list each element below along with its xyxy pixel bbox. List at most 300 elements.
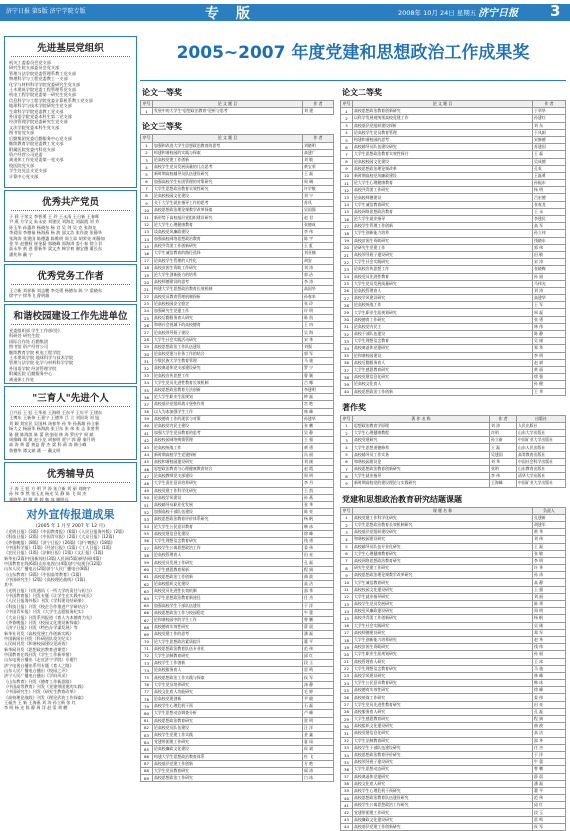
box-title: 优秀共产党员: [41, 197, 99, 208]
table-cell: 37: [341, 773, 353, 780]
list-line: 生命科学学院党委教工党支部: [9, 108, 64, 114]
table-cell: 大学生社会实践活动研究: [153, 336, 303, 343]
column-papers-second-works-research: [340, 85, 566, 831]
table-cell: 高校思想政治工作与校园稳定: [153, 609, 303, 616]
list-line: 孙玉华 孙惠珍 杨晓东 杨 君 吴 剑 吴 克 张海龙: [9, 224, 97, 230]
table-cell: 论大学生心理健康教育: [353, 180, 533, 187]
table-cell: 87: [141, 760, 153, 767]
table-cell: 11: [341, 586, 353, 593]
table-cell: 许学敏: [303, 185, 334, 192]
table-cell: 论大学生心理健康教育: [153, 221, 303, 228]
table-cell: 18: [141, 264, 153, 271]
table-cell: 吴国强: [303, 207, 334, 214]
table-cell: 28: [341, 302, 353, 309]
table-row: [141, 336, 334, 343]
table-cell: 论高校学风建设: [153, 494, 303, 501]
table-row: [141, 696, 334, 703]
table-cell: 和谐社会视域下的高校德育: [153, 322, 303, 329]
table-cell: 8: [341, 473, 353, 480]
table-cell: 47: [141, 473, 153, 480]
list-line: 高永华 黄 进 曹新华 梁文杰 韩学初 谢宝德 董长东: [9, 246, 103, 252]
table-cell: 段 玉: [533, 809, 566, 816]
table-cell: 11: [341, 180, 353, 187]
table-cell: 80: [141, 710, 153, 717]
list-line: 其中:: [4, 582, 14, 588]
column-header: 负责人: [533, 507, 566, 514]
table-row: [341, 295, 566, 302]
table-row: [141, 315, 334, 322]
table-cell: 邵 华: [533, 737, 566, 744]
table-cell: 15: [341, 615, 353, 622]
table-cell: 71: [141, 645, 153, 652]
list-line: 离退休工作处党委第一党支部: [9, 157, 64, 163]
table-cell: 4: [341, 444, 353, 451]
box-title: 和谐校园建设工作先进单位: [13, 311, 128, 322]
table-row: [341, 823, 566, 830]
table-row: [141, 480, 334, 487]
table-row: [341, 473, 566, 480]
table-cell: 周 磊: [533, 309, 566, 316]
table-cell: 论高校学生管理的人性化: [153, 257, 303, 264]
table-cell: 高校思想政治教育评价体系研究: [153, 516, 303, 523]
table-cell: 吴 刚: [533, 622, 566, 629]
table-cell: 大学生心理健康教育研究: [353, 550, 533, 557]
table-cell: 31: [341, 323, 353, 330]
table-cell: 高等教育出版社: [517, 451, 566, 458]
table-cell: 卢 峰: [303, 710, 334, 717]
list-line: 《中国研究生》刊发《研究生教育改革》: [4, 689, 78, 695]
list-line: 《中国科学报》(1篇)《经济日报》(1篇)《工人日报》(1篇): [4, 545, 112, 551]
table-cell: 新时期高校党的建设理论与实践研究: [353, 480, 490, 487]
table-cell: 王 磊: [303, 171, 334, 178]
table-cell: 9: [341, 480, 353, 487]
table-cell: 30: [341, 723, 353, 730]
table-row: [141, 200, 334, 207]
table-cell: 63: [141, 588, 153, 595]
table-row: [341, 521, 566, 528]
table-cell: 中国矿业大学出版社: [517, 480, 566, 487]
table-row: [341, 223, 566, 230]
table-cell: 构建和谐校园的思考: [353, 136, 533, 143]
table-cell: 大学生理想信念教育研究: [353, 665, 533, 672]
table-cell: 构建大学生思想政治教育体系: [153, 753, 303, 760]
list-lines: [5, 60, 136, 179]
table-cell: 大学生诚信教育研究: [353, 579, 533, 586]
table-cell: 10: [341, 579, 353, 586]
table-cell: 董 平: [533, 787, 566, 794]
table-row: [341, 744, 566, 751]
table-cell: 孙立新: [490, 437, 517, 444]
table-cell: 马伟光: [533, 280, 566, 287]
table-row: [341, 165, 566, 172]
table-cell: 论高校学生党员教育管理: [353, 129, 533, 136]
table-cell: 任 杰: [533, 744, 566, 751]
table-row: [141, 559, 334, 566]
table-cell: 高 洁: [303, 581, 334, 588]
table-cell: 28: [141, 336, 153, 343]
table-cell: 26: [341, 287, 353, 294]
column-header: 课 题 名 称: [353, 507, 533, 514]
table-cell: 孙建华: [303, 415, 334, 422]
table-row: [341, 216, 566, 223]
table-cell: 高校思想政治工作队伍建设: [153, 343, 303, 350]
table-row: [341, 122, 566, 129]
table-cell: 高校离退休党建研究: [353, 773, 533, 780]
table-cell: 高校党建工作的思考: [153, 631, 303, 638]
table-cell: 14: [141, 236, 153, 243]
list-line: 《中国教育报》刊发专题《让学生在实践中成长》: [4, 593, 95, 599]
table-cell: 高校德育工作研究: [353, 316, 533, 323]
list-line: 土木建筑学院 地球科学与技术学院: [9, 355, 74, 361]
table-row: [341, 136, 566, 143]
table-cell: 高校离退休党建研究: [353, 345, 533, 352]
table-row: [141, 516, 334, 523]
list-line: 《济宁日报》刊发《特色办学谋发展》等: [4, 625, 78, 631]
table-row: [341, 773, 566, 780]
table-cell: 82: [141, 724, 153, 731]
table-row: [141, 552, 334, 559]
table-cell: 林 峰: [303, 408, 334, 415]
table-row: [141, 343, 334, 350]
column-header: 出版社: [517, 415, 566, 422]
table-cell: 大学生社会实践研究: [353, 622, 533, 629]
table-cell: 张晓梅: [533, 266, 566, 273]
table-row: [141, 156, 334, 163]
table-cell: 孙立伟: [533, 230, 566, 237]
table-cell: 高校学生公寓思想政治工作研究: [353, 802, 533, 809]
table-row: [341, 737, 566, 744]
table-row: [141, 214, 334, 221]
table-row: [341, 422, 566, 429]
table-cell: 65: [141, 602, 153, 609]
table-cell: 高校贫困生资助工作研究: [153, 264, 303, 271]
section-subheading: (2005 年 1 月至 2007 年 12 月): [36, 524, 105, 529]
list-lines: [5, 486, 136, 502]
table-cell: 新时期高校学生党建探析: [153, 451, 303, 458]
table-cell: 论大学生创新能力的培养: [153, 271, 303, 278]
table-cell: 尹 晓: [303, 696, 334, 703]
table-cell: 27: [341, 295, 353, 302]
table-cell: 黄宝荣: [303, 164, 334, 171]
table-cell: 任 杰: [303, 595, 334, 602]
table-cell: 43: [141, 444, 153, 451]
table-cell: 论高校党建工作创新: [153, 156, 303, 163]
table-cell: 孔英: [533, 165, 566, 172]
table-cell: 67: [141, 616, 153, 623]
table-cell: 田 亮: [303, 552, 334, 559]
table-cell: 6: [341, 458, 353, 465]
table-cell: 45: [141, 458, 153, 465]
table-cell: 和谐校园建设研究: [353, 536, 533, 543]
list-line: 中国教育在线刊发《学生工作新举措》: [4, 651, 74, 657]
table-cell: 刘 敏: [303, 156, 334, 163]
table-cell: 高校文化育人研究: [353, 780, 533, 787]
table-cell: 金 鑫: [303, 731, 334, 738]
list-line: 《人民日报海外版》刊发《学科建设结硕果》: [4, 598, 86, 604]
table-cell: 于 洋: [533, 751, 566, 758]
table-cell: 20: [141, 279, 153, 286]
table-row: [141, 466, 334, 473]
table-cell: 于翠华: [533, 108, 566, 115]
table-cell: 31: [341, 730, 353, 737]
table-row: [341, 708, 566, 715]
table-row: [141, 372, 334, 379]
table-cell: 59: [141, 559, 153, 566]
table-cell: 段 玉: [303, 660, 334, 667]
table-cell: 12: [141, 221, 153, 228]
table-cell: 赵 君: [303, 214, 334, 221]
list-line: 管理与法学院党委管理系教工党支部: [9, 70, 77, 76]
table-cell: 陈 宇: [303, 236, 334, 243]
table-cell: 高校党员先进性长效机制: [153, 588, 303, 595]
table-cell: 李 明: [533, 352, 566, 359]
table-cell: 论高校党员队伍建设: [153, 724, 303, 731]
table-cell: 大学生心理健康教程: [353, 430, 490, 437]
table-cell: 杨 帆: [533, 615, 566, 622]
table-row: [141, 501, 334, 508]
box-party-organizations: [4, 36, 137, 188]
table-cell: 论高校校园文化建设: [353, 158, 533, 165]
table-cell: 薛 晨: [533, 773, 566, 780]
list-line: 王福杰 王 新 王海燕 刘 涛 孙立新 张 红: [4, 700, 76, 705]
table-row: [141, 415, 334, 422]
table-cell: 论高校统战工作: [353, 302, 533, 309]
list-line: 《农民日报》(1篇)《法制日报》(1篇)《文汇报》(1篇): [4, 550, 104, 556]
list-line: 徐宇宁 徐华飞 曹明雄: [9, 293, 50, 299]
table-row: [141, 458, 334, 465]
table-row: [141, 192, 334, 199]
table-cell: 曲 波: [533, 723, 566, 730]
table-cell: 山东人民出版社: [517, 444, 566, 451]
table-cell: 大学生社会实践研究: [353, 259, 533, 266]
table-cell: 52: [141, 509, 153, 516]
table-cell: 大学生思想动态研究: [353, 766, 533, 773]
table-cell: 王 强: [303, 437, 334, 444]
table-cell: 38: [141, 408, 153, 415]
table-cell: 12: [341, 593, 353, 600]
table-row: [141, 746, 334, 753]
table-cell: 周 明: [303, 473, 334, 480]
table-cell: 74: [141, 667, 153, 674]
list-line: 物理科学与工程党委教工一支部: [9, 76, 68, 82]
table-row: [341, 751, 566, 758]
table-cell: 高校思想政治教育队伍建设研究: [353, 795, 533, 802]
table-cell: 清华大学出版社: [517, 473, 566, 480]
table-cell: 15: [341, 208, 353, 215]
table-cell: 高校思想政治理论课教学改革探索: [153, 207, 303, 214]
table-row: [141, 487, 334, 494]
table-cell: 大学生思想政治教育实效性探讨: [353, 151, 533, 158]
table-cell: 1: [341, 514, 353, 521]
table-cell: 高校离退休党支部建设研究: [153, 365, 303, 372]
table-cell: 5: [341, 543, 353, 550]
table-cell: 论高校统战工作: [153, 444, 303, 451]
table-cell: 陈 勇: [533, 601, 566, 608]
table-row: [141, 739, 334, 746]
table-cell: 27: [341, 701, 353, 708]
table-cell: 雷 鸣: [533, 816, 566, 823]
table-cell: 石 磊: [303, 703, 334, 710]
table-cell: 高校学生工作创新: [153, 660, 303, 667]
table-cell: 78: [141, 696, 153, 703]
table-cell: 大学生思想政治教育新途径: [153, 595, 303, 602]
table-cell: 38: [341, 780, 353, 787]
table-cell: 9: [141, 200, 153, 207]
table-row: [141, 444, 334, 451]
table-row: [341, 352, 566, 359]
table-cell: 大学生就业指导: [353, 473, 490, 480]
table-cell: 46: [141, 466, 153, 473]
table-row: [141, 731, 334, 738]
table-row: [141, 185, 334, 192]
table-cell: 83: [141, 731, 153, 738]
table-row: [141, 674, 334, 681]
table-row: [141, 545, 334, 552]
table-row: [341, 259, 566, 266]
table-cell: 33: [341, 338, 353, 345]
table-cell: 赵 霞: [303, 466, 334, 473]
table-cell: 冯 丽: [303, 451, 334, 458]
table-cell: 张德成: [303, 221, 334, 228]
table-cell: 加强高校网络思想政治教育: [153, 236, 303, 243]
table-cell: 61: [141, 573, 153, 580]
table-row: [341, 665, 566, 672]
table-row: [141, 573, 334, 580]
table-cell: 高国华: [303, 286, 334, 293]
table-cell: 牛 蕾: [533, 759, 566, 766]
table-row: [341, 129, 566, 136]
table-cell: 79: [141, 703, 153, 710]
table-cell: 5: [141, 171, 153, 178]
table-cell: 16: [341, 216, 353, 223]
table-cell: 党建带团建工作研究: [153, 739, 303, 746]
table-row: [341, 608, 566, 615]
table-cell: 高校党员先进性教育: [353, 273, 533, 280]
table-row: [141, 530, 334, 537]
table-cell: 汤 静: [303, 681, 334, 688]
table-cell: 方 艳: [303, 760, 334, 767]
table-cell: 14: [341, 201, 353, 208]
table-cell: 孙 涛: [533, 572, 566, 579]
table-row: [341, 644, 566, 651]
left-column: [4, 30, 137, 816]
paper3-title: 论文三等奖: [142, 122, 182, 132]
table-cell: 加强高校学生社团管理的对策研究: [153, 178, 303, 185]
list-line: 《光明日报》(3篇)《中国教育报》(6篇)《人民日报海外版》(2篇): [4, 529, 124, 534]
table-row: [341, 550, 566, 557]
table-cell: 高校辅导员队伍建设研究: [353, 144, 533, 151]
table-cell: 董 平: [303, 638, 334, 645]
table-cell: 王 磊: [533, 543, 566, 550]
table-cell: 刘 涛: [303, 264, 334, 271]
table-row: [141, 652, 334, 659]
table-row: [141, 724, 334, 731]
table-cell: 48: [141, 480, 153, 487]
list-line: 潘兆伟 戴 宁: [9, 251, 33, 257]
table-cell: 周 琳: [303, 178, 334, 185]
list-line: 山东人民广播电台播出《校园之声》: [4, 667, 70, 673]
column-header: 序号: [341, 415, 353, 422]
table-cell: 程 娟: [533, 716, 566, 723]
table-cell: 汪 洋: [303, 724, 334, 731]
table-cell: 39: [141, 415, 153, 422]
list-lines: [5, 328, 136, 382]
table-cell: 43: [341, 816, 353, 823]
table-cell: 陈 静: [533, 331, 566, 338]
table-cell: 35: [141, 386, 153, 393]
paper1-title: 论文一等奖: [142, 88, 182, 97]
table-cell: 17: [341, 629, 353, 636]
table-cell: 王 磊: [533, 151, 566, 158]
list-line: 周维峰 郑 敏 赵小龙 胡春明 贾宁 郭 静 秦月明: [9, 437, 96, 443]
table-cell: 85: [141, 746, 153, 753]
table-cell: 潘 磊: [533, 780, 566, 787]
list-line: 研究生院支部委员会党支部: [9, 65, 60, 71]
box-title: 优秀辅导员: [46, 469, 95, 480]
table-row: [341, 536, 566, 543]
table-cell: 杨 明: [533, 187, 566, 194]
table-row: [341, 316, 566, 323]
table-row: [341, 466, 566, 473]
table-cell: 15: [141, 243, 153, 250]
list-line: 新华社刊发《高校党建工作创新实践》: [4, 630, 74, 636]
list-line: 附属医院 后勤服务中心: [9, 371, 53, 377]
table-cell: 大学生思想动态调查分析: [153, 710, 303, 717]
table-row: [141, 178, 334, 185]
table-row: [141, 631, 334, 638]
list-line: 继续教育学院党委教工党支部: [9, 141, 64, 147]
table-cell: 论高校文化育人: [353, 381, 533, 388]
table-cell: 3: [341, 529, 353, 536]
table-cell: 30: [141, 351, 153, 358]
table-row: [141, 660, 334, 667]
table-cell: 18: [341, 230, 353, 237]
table-row: [141, 322, 334, 329]
list-line: 《光明日报》刊发通讯《一所大学的责任与担当》: [4, 587, 95, 593]
table-cell: 25: [341, 280, 353, 287]
list-line: 校医院党支部: [9, 162, 35, 168]
table-row: [341, 108, 566, 115]
table-cell: 3: [141, 156, 153, 163]
table-cell: 加强高校学生干部队伍建设: [153, 602, 303, 609]
table-row: [141, 588, 334, 595]
table-cell: 苏建国: [533, 144, 566, 151]
paper2-table: [340, 100, 566, 396]
table-row: [141, 351, 334, 358]
list-line: 计算中心党支部: [9, 173, 39, 179]
table-row: [341, 345, 566, 352]
table-row: [341, 280, 566, 287]
list-line: 《科技日报》刊发《校企合作推进产学研结合》: [4, 603, 90, 609]
table-cell: 王 冰: [533, 658, 566, 665]
table-cell: 9: [341, 572, 353, 579]
table-cell: 大学生创新能力培养: [353, 230, 533, 237]
table-cell: 高校学生心理危机干预研究: [353, 787, 533, 794]
table-row: [141, 767, 334, 774]
table-cell: 郭 洁: [303, 271, 334, 278]
table-row: [141, 243, 334, 250]
table-cell: 雷 鸣: [303, 667, 334, 674]
table-cell: 郑 军: [533, 629, 566, 636]
table-cell: 72: [141, 652, 153, 659]
table-cell: 李 涛: [303, 279, 334, 286]
table-cell: 23: [141, 300, 153, 307]
table-row: [341, 701, 566, 708]
table-cell: 25: [341, 687, 353, 694]
list-line: 《齐鲁晚报》刊发《校园文化建设新探索》: [4, 619, 82, 625]
table-cell: 10: [141, 207, 153, 214]
table-cell: 高校网络思想政治教育: [353, 208, 533, 215]
